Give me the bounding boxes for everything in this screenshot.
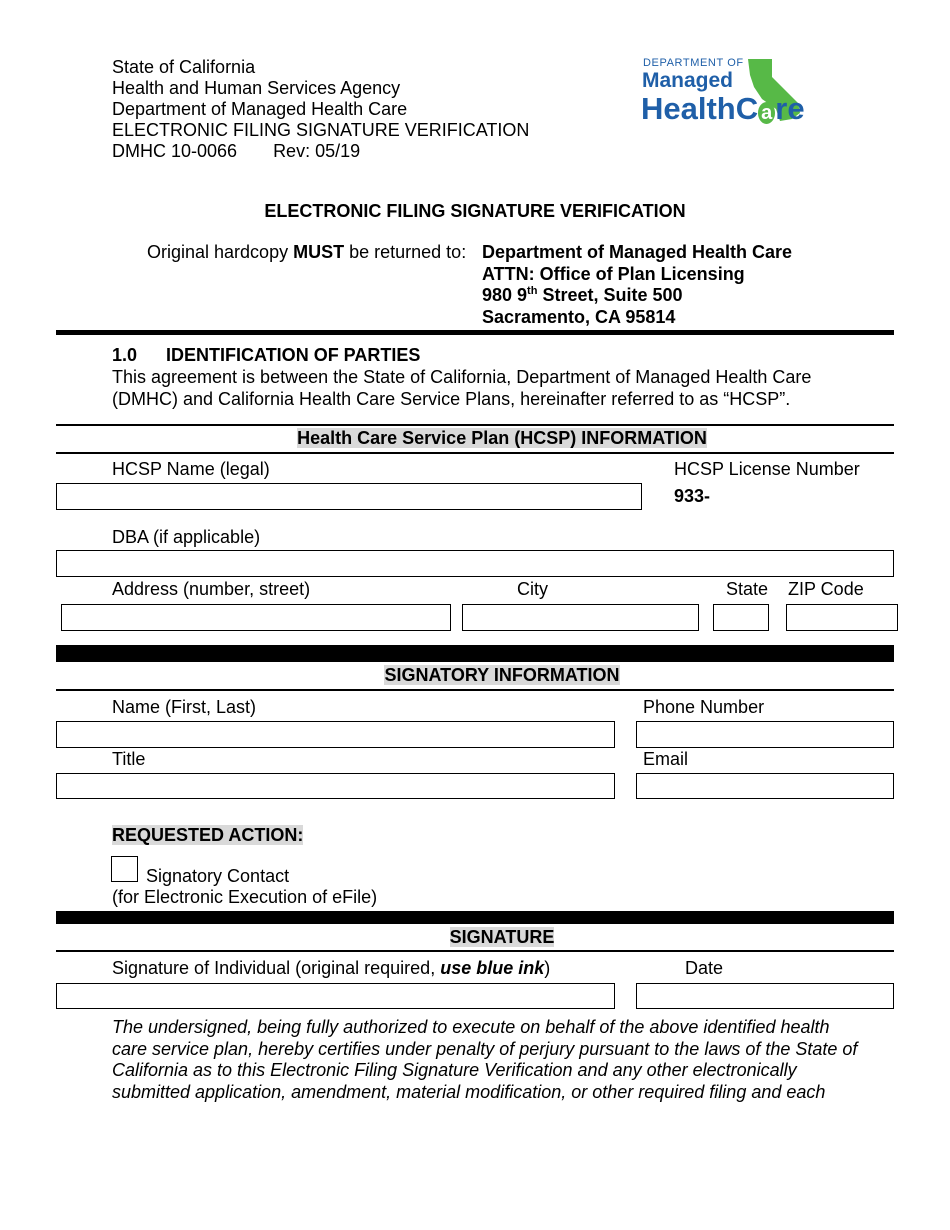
return-city: Sacramento, CA 95814 xyxy=(482,307,676,328)
email-field[interactable] xyxy=(636,773,894,799)
header-line: Department of Managed Health Care xyxy=(112,99,408,119)
agency-header xyxy=(112,57,529,162)
hcsp-heading: Health Care Service Plan (HCSP) INFORMATION xyxy=(297,428,707,448)
logo-care-re: re xyxy=(775,91,805,126)
logo-health: Health xyxy=(641,91,736,126)
return-attn: ATTN: Office of Plan Licensing xyxy=(482,263,745,284)
hcsp-name-field[interactable] xyxy=(56,483,642,510)
phone-label: Phone Number xyxy=(643,697,765,717)
dba-field[interactable] xyxy=(56,550,894,577)
form-id-line xyxy=(112,141,529,162)
header-line: ELECTRONIC FILING SIGNATURE VERIFICATION xyxy=(112,120,530,140)
logo-managed: Managed xyxy=(642,69,734,92)
signatory-title-field[interactable] xyxy=(56,773,615,799)
signatory-contact-label: Signatory Contact xyxy=(146,866,290,886)
divider xyxy=(56,424,894,426)
divider xyxy=(56,950,894,952)
logo-health-care xyxy=(641,91,805,131)
signatory-contact-checkbox[interactable] xyxy=(111,856,138,882)
hcsp-license-label: HCSP License Number xyxy=(674,459,860,479)
logo-dept-of: DEPARTMENT OF xyxy=(643,57,744,69)
return-address xyxy=(482,242,792,329)
form-revision: Rev: 05/19 xyxy=(273,141,361,161)
return-prefix: Original hardcopy xyxy=(147,242,289,262)
section-1-heading xyxy=(112,345,420,366)
dba-label: DBA (if applicable) xyxy=(112,527,261,547)
logo-care-c: C xyxy=(735,91,759,126)
return-street: 980 9th Street, Suite 500 xyxy=(482,285,683,306)
certification-text: The undersigned, being fully authorized to execute on behalf of the above identified health care service plan, hereby certifies under penalty of perjury pursuant to the laws of the State of California as to this Electronic Filing Signature Verification and any other electronically submitted application, amendment, material modification, or other required filing and each xyxy=(112,1017,858,1102)
signatory-heading: SIGNATORY INFORMATION xyxy=(384,665,620,685)
hcsp-license-value[interactable]: 933- xyxy=(674,486,711,506)
date-label: Date xyxy=(685,958,724,978)
signatory-name-field[interactable] xyxy=(56,721,615,748)
dmhc-logo xyxy=(640,55,845,130)
section-divider-band xyxy=(56,645,894,662)
address-field[interactable] xyxy=(61,604,451,631)
signature-heading: SIGNATURE xyxy=(449,927,555,947)
header-line: State of California xyxy=(112,57,256,77)
page-title: ELECTRONIC FILING SIGNATURE VERIFICATION xyxy=(264,201,686,221)
signatory-contact-note: (for Electronic Execution of eFile) xyxy=(112,887,378,907)
state-label: State xyxy=(726,579,769,599)
section-1-title: IDENTIFICATION OF PARTIES xyxy=(166,345,421,365)
return-must: MUST xyxy=(293,242,345,262)
section-divider-thick xyxy=(56,330,894,335)
signature-label: Signature of Individual (original required, use blue ink) xyxy=(112,958,551,978)
divider xyxy=(56,452,894,454)
zip-field[interactable] xyxy=(786,604,898,631)
section-1-number: 1.0 xyxy=(112,345,138,365)
email-label: Email xyxy=(643,749,689,769)
zip-label: ZIP Code xyxy=(788,579,864,599)
return-street-sup: th xyxy=(527,285,538,298)
city-field[interactable] xyxy=(462,604,699,631)
return-dept: Department of Managed Health Care xyxy=(482,242,793,262)
address-label: Address (number, street) xyxy=(112,579,311,599)
hcsp-name-label: HCSP Name (legal) xyxy=(112,459,270,479)
city-label: City xyxy=(517,579,548,599)
requested-action-heading: REQUESTED ACTION: xyxy=(112,825,304,845)
section-1-body: This agreement is between the State of California, Department of Managed Health Care (DMHC) and California Health Care Service Plans, hereinafter referred to as “HCSP”. xyxy=(112,367,812,409)
logo-care-a: a xyxy=(758,102,775,124)
signature-label-emphasis: use blue ink xyxy=(440,958,545,978)
return-to-prefix xyxy=(147,242,466,263)
date-field[interactable] xyxy=(636,983,894,1009)
phone-field[interactable] xyxy=(636,721,894,748)
form-number: DMHC 10-0066 xyxy=(112,141,238,161)
signatory-title-label: Title xyxy=(112,749,146,769)
header-line: Health and Human Services Agency xyxy=(112,78,401,98)
divider xyxy=(56,689,894,691)
signatory-name-label: Name (First, Last) xyxy=(112,697,257,717)
signature-field[interactable] xyxy=(56,983,615,1009)
state-field[interactable] xyxy=(713,604,769,631)
return-suffix: be returned to: xyxy=(349,242,467,262)
section-divider-band xyxy=(56,911,894,924)
